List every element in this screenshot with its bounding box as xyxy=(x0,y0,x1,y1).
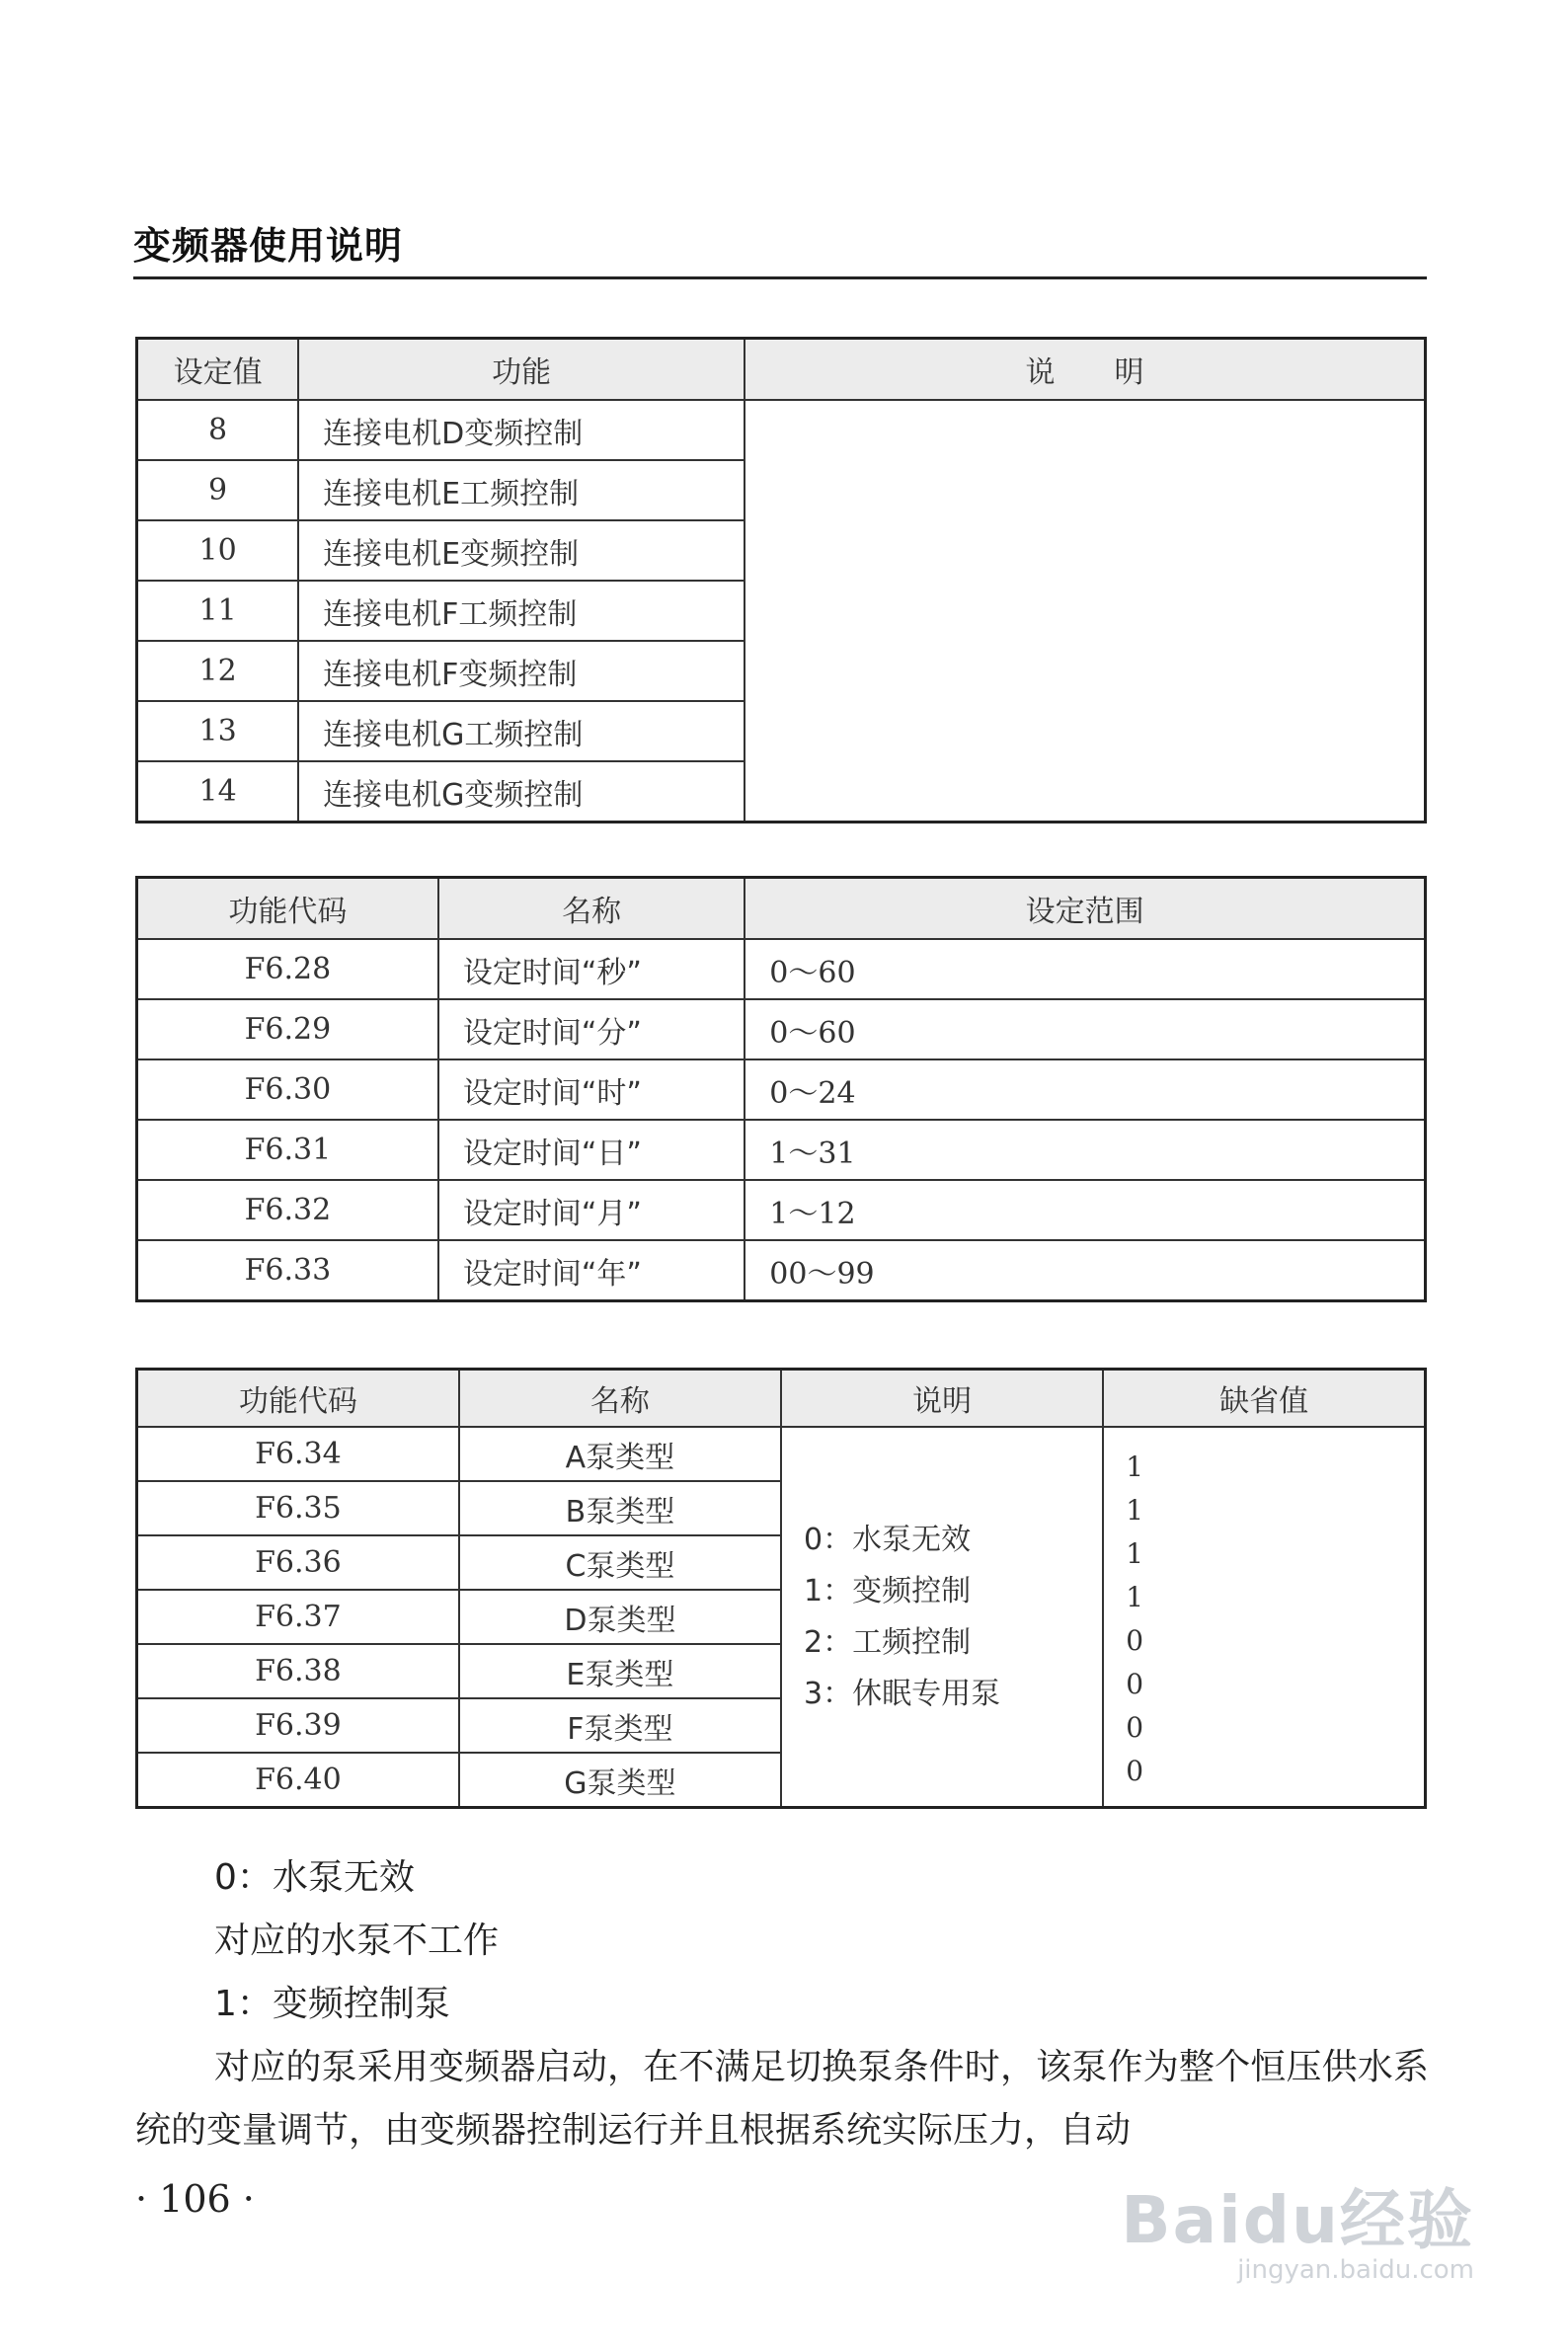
cell-function: 连接电机F工频控制 xyxy=(298,581,745,641)
default-value: 1 xyxy=(1126,1581,1144,1613)
cell-range: 1～12 xyxy=(745,1180,1425,1240)
table-row xyxy=(137,1120,1426,1180)
page-header-title: 变频器使用说明 xyxy=(133,224,404,268)
cell-name: 设定时间“年” xyxy=(438,1240,745,1301)
body-text xyxy=(135,1846,1429,2162)
cell-value: 13 xyxy=(137,701,299,761)
cell-name: 设定时间“分” xyxy=(438,999,745,1059)
body-paragraph: 对应的泵采用变频器启动，在不满足切换泵条件时，该泵作为整个恒压供水系统的变量调节，由变频器控制运行并且根据系统实际压力，自动 xyxy=(135,2047,1429,2151)
cell-name: C泵类型 xyxy=(459,1535,781,1590)
cell-name: E泵类型 xyxy=(459,1644,781,1698)
table-pump-types xyxy=(135,1368,1427,1809)
cell-code: F6.40 xyxy=(137,1753,459,1808)
cell-range: 0～24 xyxy=(745,1059,1425,1120)
cell-name: 设定时间“月” xyxy=(438,1180,745,1240)
description-line: 2：工频控制 xyxy=(804,1624,972,1660)
watermark-logo: Baidu经验 xyxy=(1121,2182,1474,2258)
table-header-row xyxy=(137,339,1426,401)
cell-function: 连接电机G变频控制 xyxy=(298,761,745,823)
default-value: 0 xyxy=(1126,1624,1144,1657)
default-value: 1 xyxy=(1126,1494,1144,1527)
column-header: 功能代码 xyxy=(137,1370,459,1428)
text-line: 0：水泵无效 xyxy=(214,1857,415,1898)
cell-code: F6.31 xyxy=(137,1120,438,1180)
table-header-row xyxy=(137,1370,1426,1428)
table-row xyxy=(137,1427,1426,1481)
cell-code: F6.28 xyxy=(137,939,438,999)
cell-range: 0～60 xyxy=(745,999,1425,1059)
page-number: · 106 · xyxy=(135,2177,255,2221)
cell-name: B泵类型 xyxy=(459,1481,781,1535)
watermark-url: jingyan.baidu.com xyxy=(1237,2255,1474,2285)
column-header: 名称 xyxy=(459,1370,781,1428)
table-row xyxy=(137,400,1426,460)
cell-code: F6.37 xyxy=(137,1590,459,1644)
cell-code: F6.39 xyxy=(137,1698,459,1753)
table-row xyxy=(137,1180,1426,1240)
cell-range: 00～99 xyxy=(745,1240,1425,1301)
cell-code: F6.34 xyxy=(137,1427,459,1481)
text-line: 对应的水泵不工作 xyxy=(214,1921,500,1961)
cell-name: A泵类型 xyxy=(459,1427,781,1481)
cell-name: F泵类型 xyxy=(459,1698,781,1753)
cell-code: F6.38 xyxy=(137,1644,459,1698)
cell-name: D泵类型 xyxy=(459,1590,781,1644)
cell-range: 0～60 xyxy=(745,939,1425,999)
cell-value: 8 xyxy=(137,400,299,460)
cell-code: F6.30 xyxy=(137,1059,438,1120)
column-header: 设定范围 xyxy=(745,878,1425,940)
table-row xyxy=(137,1240,1426,1301)
cell-code: F6.29 xyxy=(137,999,438,1059)
default-value: 0 xyxy=(1126,1755,1144,1787)
cell-code: F6.32 xyxy=(137,1180,438,1240)
cell-function: 连接电机F变频控制 xyxy=(298,641,745,701)
description-line: 3：休眠专用泵 xyxy=(804,1676,1001,1711)
column-header: 名称 xyxy=(438,878,745,940)
default-value: 0 xyxy=(1126,1711,1144,1744)
table-row xyxy=(137,999,1426,1059)
column-header: 功能 xyxy=(298,339,745,401)
cell-code: F6.35 xyxy=(137,1481,459,1535)
cell-value: 12 xyxy=(137,641,299,701)
default-value: 1 xyxy=(1126,1537,1144,1570)
cell-value: 11 xyxy=(137,581,299,641)
cell-function: 连接电机G工频控制 xyxy=(298,701,745,761)
description-line: 1：变频控制 xyxy=(804,1573,972,1608)
cell-name: 设定时间“时” xyxy=(438,1059,745,1120)
watermark xyxy=(1121,2167,1474,2285)
cell-description xyxy=(781,1427,1103,1808)
cell-code: F6.33 xyxy=(137,1240,438,1301)
text-line: 1：变频控制泵 xyxy=(214,1984,450,2024)
table-row xyxy=(137,1059,1426,1120)
column-header: 说明 xyxy=(781,1370,1103,1428)
cell-function: 连接电机E工频控制 xyxy=(298,460,745,520)
default-value: 1 xyxy=(1126,1450,1144,1483)
column-header: 说 明 xyxy=(745,339,1425,401)
cell-description-empty xyxy=(745,400,1425,823)
cell-function: 连接电机D变频控制 xyxy=(298,400,745,460)
cell-name: 设定时间“秒” xyxy=(438,939,745,999)
cell-value: 9 xyxy=(137,460,299,520)
cell-code: F6.36 xyxy=(137,1535,459,1590)
table-row xyxy=(137,939,1426,999)
cell-range: 1～31 xyxy=(745,1120,1425,1180)
table-time-settings xyxy=(135,876,1427,1302)
default-value: 0 xyxy=(1126,1668,1144,1700)
cell-value: 14 xyxy=(137,761,299,823)
cell-value: 10 xyxy=(137,520,299,581)
cell-function: 连接电机E变频控制 xyxy=(298,520,745,581)
table-header-row xyxy=(137,878,1426,940)
header-rule xyxy=(133,276,1427,279)
table-setting-values xyxy=(135,337,1427,823)
description-line: 0：水泵无效 xyxy=(804,1522,972,1557)
cell-defaults xyxy=(1103,1427,1425,1808)
column-header: 功能代码 xyxy=(137,878,438,940)
column-header: 缺省值 xyxy=(1103,1370,1425,1428)
cell-name: 设定时间“日” xyxy=(438,1120,745,1180)
column-header: 设定值 xyxy=(137,339,299,401)
cell-name: G泵类型 xyxy=(459,1753,781,1808)
